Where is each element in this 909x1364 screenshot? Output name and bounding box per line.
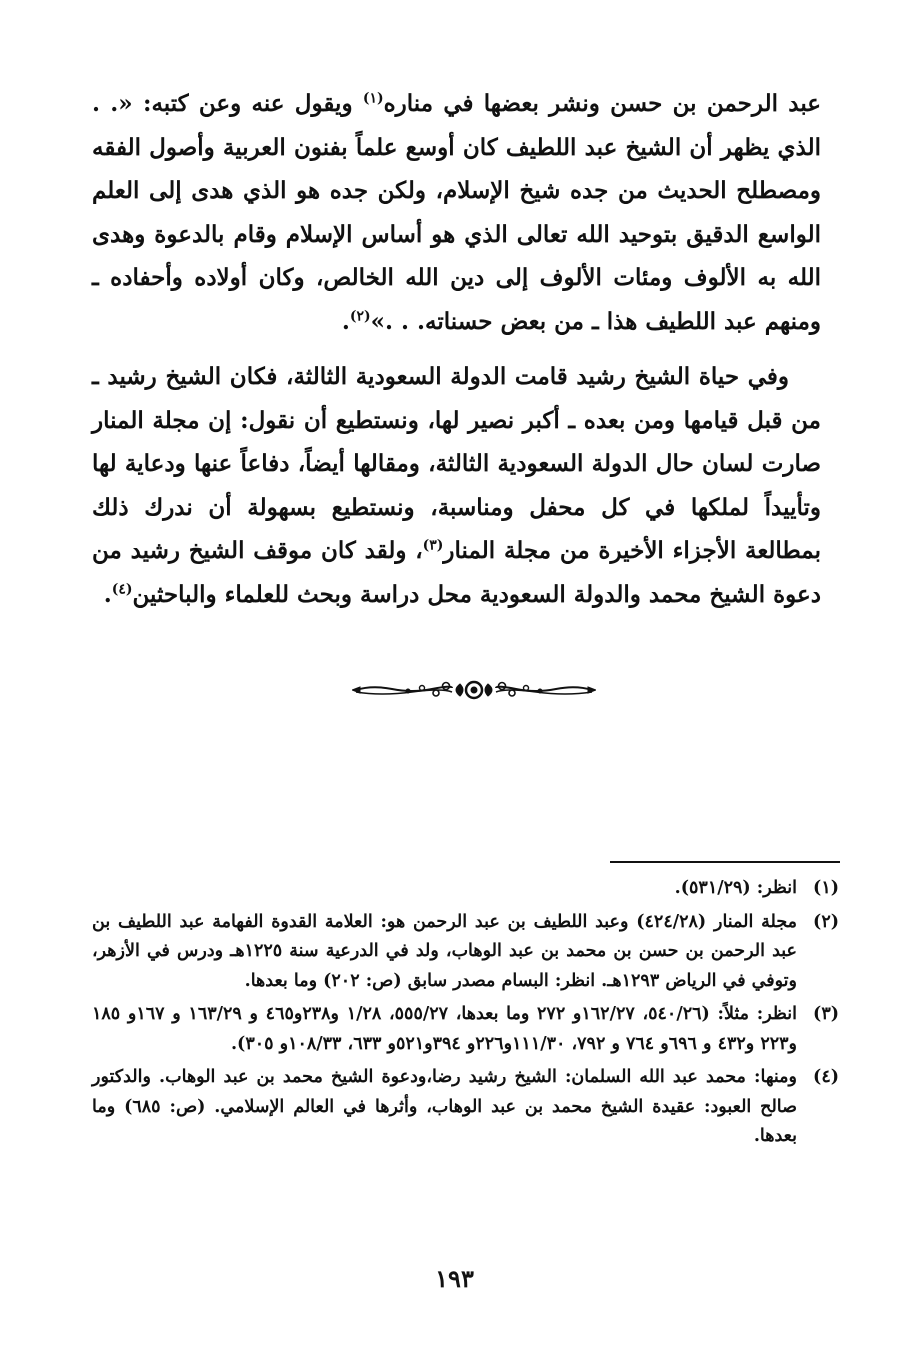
footnote-text: مجلة المنار (٤٢٤/٢٨) وعبد اللطيف بن عبد الرحمن هو: العلامة القدوة الفهامة عبد اللطيف بن عبد الرحمن بن حسن بن محمد بن عبد الوهاب، ولد في الدرعية سنة ١٢٢٥هـ ودرس في الأزهر، وتوفي في الرياض ١٢٩٣هـ. انظر: البسام مصدر سابق (ص: ٢٠٢) وما بعدها. [92, 911, 798, 991]
footnote-number: (١) [813, 878, 839, 898]
footnote [92, 1063, 839, 1152]
paragraph-1-text-c: . [341, 307, 350, 335]
footnotes [92, 874, 839, 1156]
footnote [92, 1000, 839, 1059]
footnote-text: ومنها: محمد عبد الله السلمان: الشيخ رشيد رضا،ودعوة الشيخ محمد بن عبد الوهاب. والدكتور صالح العبود: عقيدة الشيخ محمد بن عبد الوهاب، وأثرها في العالم الإسلامي. (ص: ٦٨٥) وما بعدها. [92, 1067, 798, 1146]
footnote-ref-1: (١) [362, 90, 384, 107]
paragraph-2-text-a: وفي حياة الشيخ رشيد قامت الدولة السعودية الثالثة، فكان الشيخ رشيد ـ من قبل قيامها ومن بعده ـ أكبر نصير لها، ونستطيع أن نقول: إن مجلة المنار صارت لسان حال الدولة السعودية الثالثة، ومقالها أيضاً، دفاعاً عنها ودعاية لها وتأييداً لملكها في كل محفل ومناسبة، ونستطيع بسهولة أن ندرك ذلك بمطالعة الأجزاء الأخيرة من مجلة المنار [92, 363, 821, 564]
paragraph-1-text-a: عبد الرحمن بن حسن ونشر بعضها في مناره [383, 90, 821, 117]
footnote-number: (٢) [813, 911, 839, 932]
paragraph-1-text-b: ويقول عنه وعن كتبه: «. . الذي يظهر أن الشيخ عبد اللطيف كان أوسع علماً بفنون العربية وأصول الفقه ومصطلح الحديث من جده شيخ الإسلام، ولكن جده هو الذي هدى إلى العلم الواسع الدقيق بتوحيد الله تعالى الذي هو أساس الإسلام وقام بالدعوة وهدى الله به الألوف ومئات الألوف إلى دين الله الخالص، وكان أولاده وأحفاده ـ ومنهم عبد اللطيف هذا ـ من بعض حسناته. . .» [92, 90, 821, 335]
footnote-ref-2: (٢) [349, 307, 371, 324]
footnote-text: انظر: مثلاً: (٥٤٠/٢٦، ١٦٢/٢٧و ٢٧٢ وما بعدها، ٥٥٥/٢٧، ١/٢٨ و٢٣٨و٤٦٥ و ١٦٣/٢٩ و ١٦٧و ١٨٥ و٢٢٣ و٤٣٢ و ٦٩٦و ٧٦٤ و ٧٩٢، ١١١/٣٠و٢٢٦و ٣٩٤و٥٢١و ٦٣٣، ١٠٨/٣٣و ٣٠٥). [92, 1004, 797, 1054]
main-text [92, 82, 821, 616]
ornament-divider [352, 676, 596, 704]
footnote [92, 874, 839, 904]
footnote [92, 908, 839, 997]
paragraph-1 [92, 82, 821, 343]
footnote-ref-4: (٤) [111, 580, 133, 597]
footnote-number: (٣) [813, 1004, 839, 1024]
page-number: ١٩٣ [435, 1264, 474, 1293]
paragraph-2-text-c: . [103, 580, 112, 608]
paragraph-2-text-b: ، ولقد كان موقف الشيخ رشيد من دعوة الشيخ محمد والدولة السعودية محل دراسة وبحث للعلماء والباحثين [92, 537, 821, 608]
footnote-text: انظر: (٥٣١/٢٩). [674, 878, 797, 898]
footnote-number: (٤) [813, 1067, 839, 1087]
footnote-separator [610, 861, 840, 863]
footnote-ref-3: (٣) [422, 537, 444, 554]
paragraph-2 [92, 355, 821, 616]
